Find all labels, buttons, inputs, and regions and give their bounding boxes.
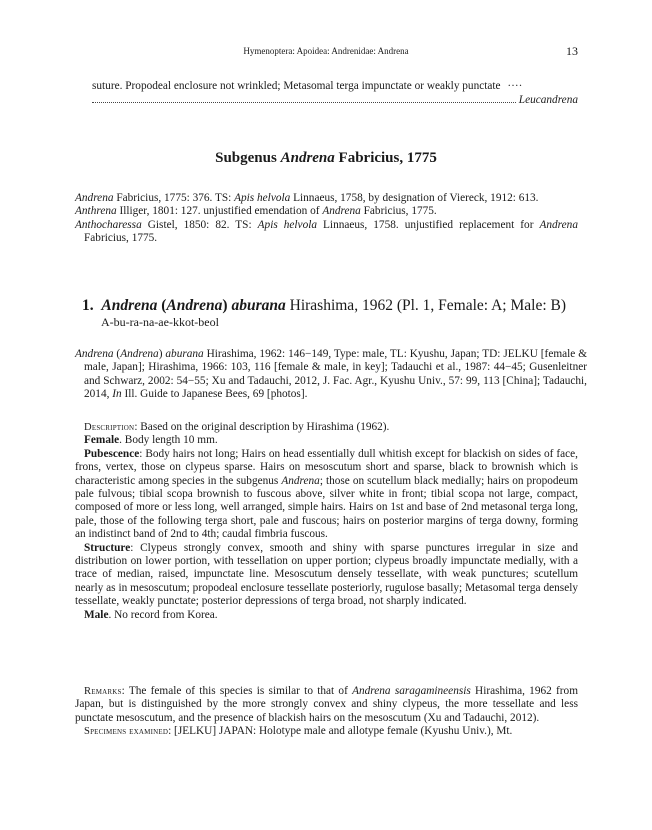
synonymy-entry: Anthrena Illiger, 1801: 127. unjustified emendation of Andrena Fabricius, 1775. — [75, 205, 437, 218]
description-intro: Description: Based on the original description by Hirashima (1962). — [84, 421, 390, 433]
specimens-label: Specimens examined — [84, 726, 169, 738]
remarks-paragraph: Remarks: The female of this species is similar to that of Andrena saragamineensis Hirashima, 1962 from Japan, but is distinguished by the more strongly convex and shiny clypeus, the more tessellate and less punctate mesoscutum, and the presence of blackish hairs on the mesoscutum (Xu and Tadauchi, 2012). — [75, 685, 578, 724]
species-number: 1. — [82, 297, 94, 314]
page-number: 13 — [566, 44, 578, 58]
running-header — [0, 46, 652, 56]
key-couplet-line — [92, 80, 578, 93]
subgenus-name: Andrena — [280, 150, 335, 166]
species-korean-name: A-bu-ra-na-ae-kkot-beol — [101, 315, 219, 329]
key-result: Leucandrena — [518, 94, 578, 106]
remarks-label: Remarks — [84, 686, 122, 697]
synonymy-entry: Anthocharessa Gistel, 1850: 82. TS: Apis helvola Linnaeus, 1758. unjustified replacement for Andrena Fabricius, 1775. — [75, 218, 578, 245]
species-author: Hirashima, 1962 (Pl. 1, Female: A; Male: B) — [289, 297, 567, 314]
key-couplet-dots: ···· — [507, 80, 523, 92]
key-couplet-text: suture. Propodeal enclosure not wrinkled; Metasomal terga impunctate or weakly punctate — [92, 80, 501, 92]
synonymy-list — [75, 192, 578, 246]
species-heading: 1. Andrena (Andrena) aburana Hirashima, 1962 (Pl. 1, Female: A; Male: B) — [82, 297, 567, 314]
description-block — [75, 421, 578, 622]
key-result-line — [92, 94, 578, 107]
structure-paragraph: Structure: Clypeus strongly convex, smooth and shiny with sparse punctures irregular in size and distribution on lower portion, with tessellation on upper portion; clypeus broadly impunctate medially, with a trace of median, raised, impunctate line. Mesoscutum densely tessellate, with weak punctures; scutellum nearly as in mesoscutum; propodeal enclosure tessellate posteriorly, rugulose basally; Metasomal terga densely tessellate, weakly punctate; posterior depressions of terga broad, not sharply indicated. — [75, 541, 578, 608]
citation-block: Andrena (Andrena) aburana Hirashima, 1962: 146−149, Type: male, TL: Kyushu, Japan; TD: JELKU [female & male, Japan]; Hirashima, 1966: 103, 116 [female & male, in key]; Tadauchi et al., 1987: 44−45; Gusenleitner and Schwarz, 2002: 54−55; Xu and Tadauchi, 2012, J. Fac. Agr., Kyushu Univ., 57: 99, 113 [China]; Tadauchi, 2014, In Ill. Guide to Japanese Bees, 69 [photos]. — [75, 348, 588, 401]
running-title: Hymenoptera: Apoidea: Andrenidae: Andrena — [243, 46, 409, 56]
female-line: Female. Body length 10 mm. — [84, 434, 218, 447]
pubescence-paragraph: Pubescence: Body hairs not long; Hairs on head essentially dull whitish except for blackish on sides of face, frons, vertex, those on clypeus sparse. Hairs on mesoscutum short and sparse, black to brownish which is characteristic among species in the subgenus Andrena; those on scutellum black medially; hairs on propodeum pale fulvous; tibial scopa brownish to fuscous above, silver white in front; tibial scopa not large, compact, composed of more or less long, well arranged, simple hairs. Hairs on 1st and base of 2nd metasonal terga long, pale, those of the following terga short, pale and fuscous; hairs on posterior margins of terga downy, forming an indistinct band of 2nd to 4th; caudal fimbria fuscous. — [75, 447, 578, 541]
specimens-paragraph: Specimens examined: [JELKU] JAPAN: Holotype male and allotype female (Kyushu Univ.), Mt. — [84, 725, 513, 738]
subgenus-title: Subgenus Andrena Fabricius, 1775 — [215, 150, 437, 166]
remarks-block — [75, 685, 578, 739]
key-dot-leader — [92, 102, 516, 103]
synonymy-entry: Andrena Fabricius, 1775: 376. TS: Apis helvola Linnaeus, 1758, by designation of Viereck, 1912: 613. — [75, 192, 539, 204]
description-label: Description — [84, 422, 135, 433]
male-line: Male. No record from Korea. — [84, 608, 218, 621]
